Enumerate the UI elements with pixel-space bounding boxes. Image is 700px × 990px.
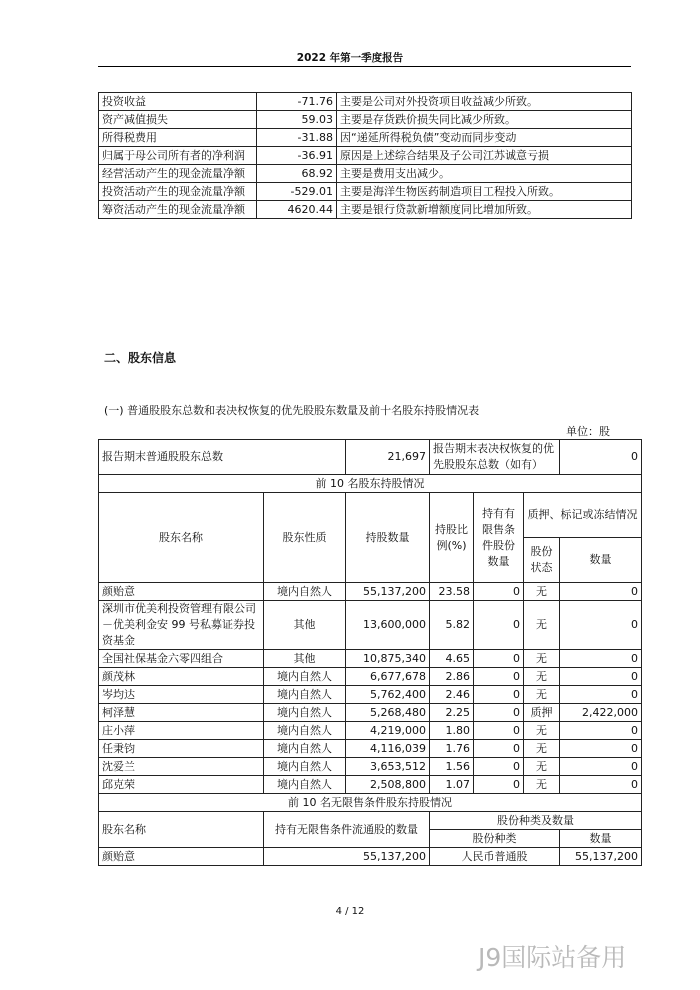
shareholder-name: 邱克荣 [99,776,264,794]
top10-title-row [99,475,642,493]
change-value: -31.88 [257,129,337,147]
restricted-shares: 0 [474,668,524,686]
pledge-status: 无 [524,740,560,758]
shareholder-nature: 境内自然人 [264,722,346,740]
pledge-amount: 0 [560,583,642,601]
item-name: 筹资活动产生的现金流量净额 [99,201,257,219]
shareholder-row [99,704,642,722]
item-name: 资产减值损失 [99,111,257,129]
pledge-status: 无 [524,722,560,740]
changes-row [99,111,632,129]
header-rule [98,66,631,67]
pref-holders-label: 报告期末表决权恢复的优先股股东总数（如有） [430,440,560,475]
holding-ratio: 1.80 [430,722,474,740]
shareholder-table [98,439,642,866]
shareholder-name: 颜贻意 [99,583,264,601]
shareholder-row [99,583,642,601]
change-value: -71.76 [257,93,337,111]
holding-ratio: 2.86 [430,668,474,686]
shareholder-nature: 其他 [264,650,346,668]
unrestricted-row [99,848,642,866]
shareholder-name: 岑均达 [99,686,264,704]
shareholder-nature: 境内自然人 [264,776,346,794]
unrestricted-title: 前 10 名无限售条件股东持股情况 [99,794,642,812]
holding-ratio: 1.07 [430,776,474,794]
shares-held: 10,875,340 [346,650,430,668]
changes-table [98,92,632,219]
restricted-shares: 0 [474,704,524,722]
u-share-type: 人民币普通股 [430,848,560,866]
changes-row [99,165,632,183]
total-holders-value: 21,697 [346,440,430,475]
change-value: 4620.44 [257,201,337,219]
shareholder-row [99,758,642,776]
shares-held: 4,219,000 [346,722,430,740]
change-reason: 原因是上述综合结果及子公司江苏诚意亏损 [337,147,632,165]
top10-header-row [99,493,642,538]
shareholder-nature: 境内自然人 [264,686,346,704]
change-reason: 主要是银行贷款新增额度同比增加所致。 [337,201,632,219]
pledge-status: 无 [524,758,560,776]
pledge-status: 无 [524,583,560,601]
item-name: 所得税费用 [99,129,257,147]
shareholder-nature: 境内自然人 [264,704,346,722]
holding-ratio: 2.46 [430,686,474,704]
shares-held: 4,116,039 [346,740,430,758]
watermark: J9国际站备用 [478,943,627,972]
col-header-amount: 数量 [560,538,642,583]
holding-ratio: 5.82 [430,601,474,650]
shareholder-row [99,686,642,704]
shareholder-row [99,722,642,740]
shareholder-nature: 境内自然人 [264,583,346,601]
u-col-header-type-group: 股份种类及数量 [430,812,642,830]
changes-row [99,201,632,219]
section-title: 二、股东信息 [104,351,177,365]
restricted-shares: 0 [474,758,524,776]
shareholder-nature: 其他 [264,601,346,650]
restricted-shares: 0 [474,650,524,668]
shares-held: 55,137,200 [346,583,430,601]
pledge-amount: 0 [560,776,642,794]
shareholder-name: 庄小萍 [99,722,264,740]
holding-ratio: 4.65 [430,650,474,668]
pledge-status: 质押 [524,704,560,722]
col-header-nature: 股东性质 [264,493,346,583]
pledge-status: 无 [524,601,560,650]
shares-held: 6,677,678 [346,668,430,686]
shareholder-nature: 境内自然人 [264,758,346,776]
shares-held: 5,268,480 [346,704,430,722]
pledge-amount: 0 [560,722,642,740]
shareholder-nature: 境内自然人 [264,740,346,758]
unrestricted-header-row [99,812,642,830]
pledge-status: 无 [524,650,560,668]
item-name: 投资活动产生的现金流量净额 [99,183,257,201]
item-name: 经营活动产生的现金流量净额 [99,165,257,183]
u-col-header-qty: 持有无限售条件流通股的数量 [264,812,430,848]
report-header-title: 2022 年第一季度报告 [296,52,404,64]
shareholder-name: 颜茂林 [99,668,264,686]
item-name: 归属于母公司所有者的净利润 [99,147,257,165]
changes-row [99,129,632,147]
pledge-amount: 0 [560,686,642,704]
pledge-status: 无 [524,776,560,794]
holding-ratio: 1.76 [430,740,474,758]
summary-row [99,440,642,475]
holding-ratio: 1.56 [430,758,474,776]
holding-ratio: 23.58 [430,583,474,601]
shares-held: 2,508,800 [346,776,430,794]
change-value: -529.01 [257,183,337,201]
change-value: -36.91 [257,147,337,165]
shareholder-name: 沈爱兰 [99,758,264,776]
changes-row [99,183,632,201]
shareholder-row [99,740,642,758]
change-reason: 因“递延所得税负债”变动而同步变动 [337,129,632,147]
restricted-shares: 0 [474,722,524,740]
pledge-amount: 0 [560,668,642,686]
shares-held: 13,600,000 [346,601,430,650]
shareholder-name: 全国社保基金六零四组合 [99,650,264,668]
page-number: 4 / 12 [335,906,365,917]
pref-holders-value: 0 [560,440,642,475]
unit-label: 单位：股 [566,425,610,438]
shares-held: 5,762,400 [346,686,430,704]
u-col-header-name: 股东名称 [99,812,264,848]
subsection-title: (一) 普通股股东总数和表决权恢复的优先股股东数量及前十名股东持股情况表 [104,404,480,417]
change-reason: 主要是海洋生物医药制造项目工程投入所致。 [337,183,632,201]
holding-ratio: 2.25 [430,704,474,722]
top10-title: 前 10 名股东持股情况 [99,475,642,493]
shareholder-nature: 境内自然人 [264,668,346,686]
restricted-shares: 0 [474,686,524,704]
restricted-shares: 0 [474,740,524,758]
col-header-qty: 持股数量 [346,493,430,583]
total-holders-label: 报告期末普通股股东总数 [99,440,346,475]
shares-held: 3,653,512 [346,758,430,776]
item-name: 投资收益 [99,93,257,111]
pledge-status: 无 [524,668,560,686]
col-header-pledge: 质押、标记或冻结情况 [524,493,642,538]
u-share-amount: 55,137,200 [560,848,642,866]
shareholder-row [99,776,642,794]
col-header-name: 股东名称 [99,493,264,583]
u-shareholder-name: 颜贻意 [99,848,264,866]
shareholder-name: 任秉钧 [99,740,264,758]
shareholder-name: 柯泽慧 [99,704,264,722]
col-header-restricted: 持有有限售条件股份数量 [474,493,524,583]
pledge-amount: 0 [560,650,642,668]
change-reason: 主要是公司对外投资项目收益减少所致。 [337,93,632,111]
changes-row [99,93,632,111]
u-col-header-amount: 数量 [560,830,642,848]
shareholder-row [99,601,642,650]
col-header-ratio: 持股比例(%) [430,493,474,583]
change-reason: 主要是存货跌价损失同比减少所致。 [337,111,632,129]
shareholder-row [99,668,642,686]
change-value: 59.03 [257,111,337,129]
change-reason: 主要是费用支出减少。 [337,165,632,183]
u-col-header-type: 股份种类 [430,830,560,848]
restricted-shares: 0 [474,776,524,794]
shareholder-name: 深圳市优美利投资管理有限公司－优美利金安 99 号私募证券投资基金 [99,601,264,650]
u-shares-held: 55,137,200 [264,848,430,866]
col-header-status: 股份状态 [524,538,560,583]
pledge-amount: 0 [560,601,642,650]
change-value: 68.92 [257,165,337,183]
unrestricted-title-row [99,794,642,812]
pledge-amount: 0 [560,740,642,758]
pledge-status: 无 [524,686,560,704]
pledge-amount: 0 [560,758,642,776]
changes-row [99,147,632,165]
restricted-shares: 0 [474,601,524,650]
pledge-amount: 2,422,000 [560,704,642,722]
shareholder-row [99,650,642,668]
restricted-shares: 0 [474,583,524,601]
